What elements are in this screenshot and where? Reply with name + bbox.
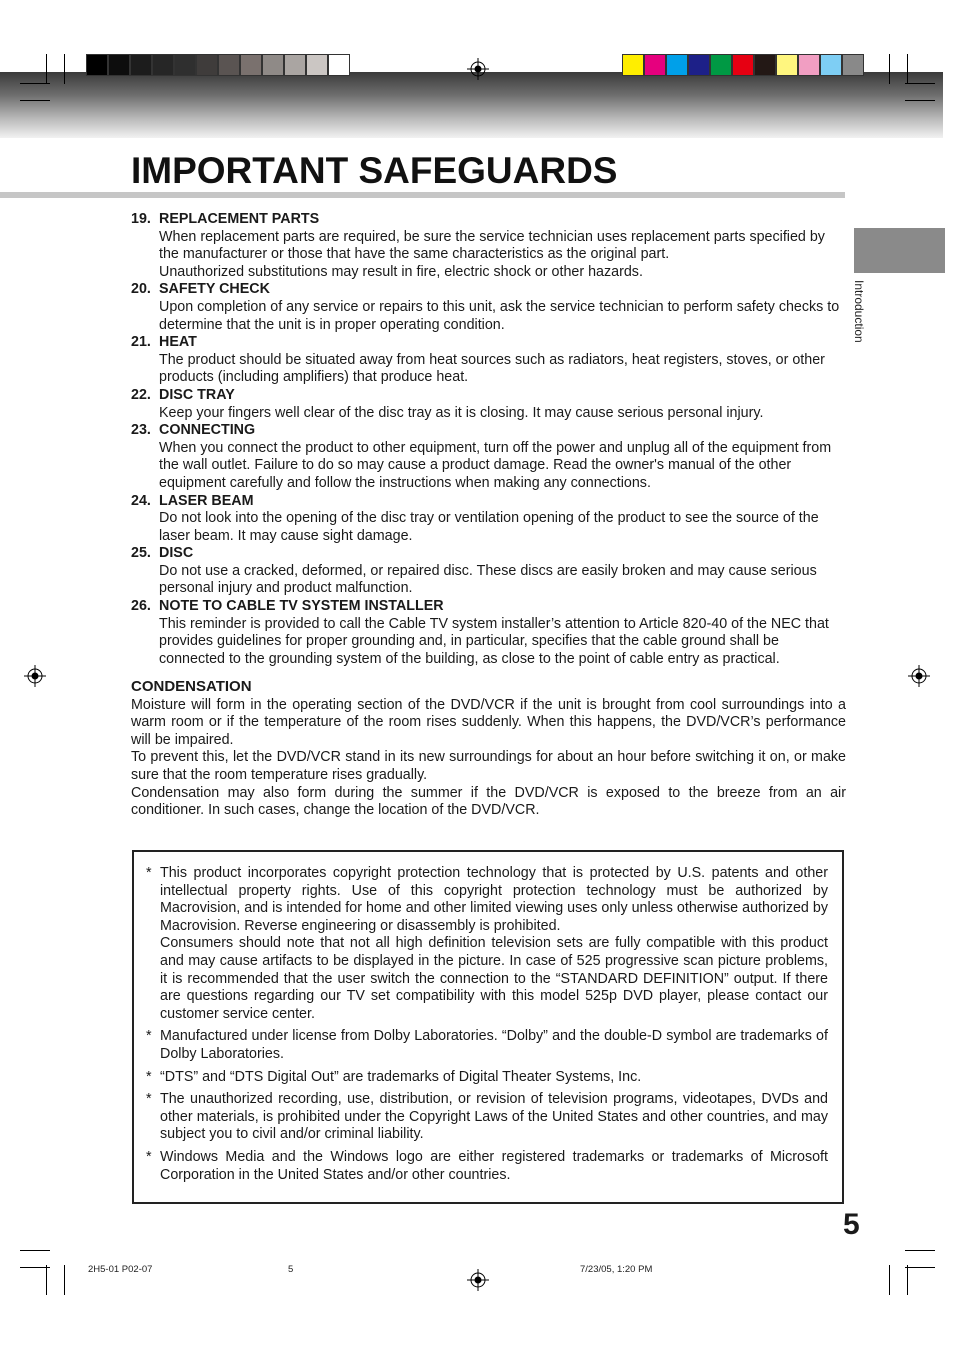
item-title: SAFETY CHECK xyxy=(159,281,270,298)
item-text: Do not look into the opening of the disc tray or ventilation opening of the product to see the source of the laser beam. It may cause sight damage. xyxy=(159,510,819,544)
item-number: 20. xyxy=(131,281,151,298)
notice-text xyxy=(160,865,828,1023)
color-swatch xyxy=(622,54,644,76)
safeguard-heading xyxy=(131,493,846,511)
notice-item xyxy=(146,1149,828,1184)
color-swatch xyxy=(108,54,130,76)
color-swatch xyxy=(130,54,152,76)
registration-mark-icon xyxy=(467,1269,489,1291)
item-text: Do not use a cracked, deformed, or repaired disc. These discs are easily broken and may cause serious personal injury and product malfunction. xyxy=(159,562,817,597)
color-swatch xyxy=(688,54,710,76)
color-swatch xyxy=(240,54,262,76)
registration-mark-icon xyxy=(908,665,930,687)
footer-timestamp: 7/23/05, 1:20 PM xyxy=(580,1264,653,1275)
color-swatch xyxy=(218,54,240,76)
color-swatch xyxy=(842,54,864,76)
footer-file-name: 2H5-01 P02-07 xyxy=(88,1264,153,1275)
item-title: DISC TRAY xyxy=(159,386,235,403)
header-gradient-band xyxy=(0,72,943,138)
color-swatch xyxy=(754,54,776,76)
item-number: 22. xyxy=(131,386,151,403)
safeguard-item xyxy=(131,422,846,492)
asterisk-marker: * xyxy=(146,1148,152,1165)
notice-item xyxy=(146,1069,828,1087)
condensation-paragraph: To prevent this, let the DVD/VCR stand in its new surroundings for about an hour before switching it on, or make sure that the room temperature rises gradually. xyxy=(131,749,846,783)
color-swatch xyxy=(644,54,666,76)
asterisk-marker: * xyxy=(146,865,152,881)
item-text: Upon completion of any service or repairs to this unit, ask the service technician to perform safety checks to determine that the unit is in proper operating condition. xyxy=(159,298,840,333)
safeguard-item xyxy=(131,387,846,422)
notice-text xyxy=(160,1028,828,1063)
notice-item xyxy=(146,865,828,1023)
title-underline xyxy=(0,192,845,198)
section-tab xyxy=(854,228,945,273)
page-number: 5 xyxy=(843,1208,860,1241)
color-swatch xyxy=(284,54,306,76)
item-number: 24. xyxy=(131,492,151,509)
item-number: 25. xyxy=(131,545,151,562)
notice-paragraph: Manufactured under license from Dolby Laboratories. “Dolby” and the double-D symbol are trademarks of Dolby Laboratories. xyxy=(160,1028,828,1062)
item-title: DISC xyxy=(159,545,194,562)
safeguard-item xyxy=(131,211,846,281)
safeguard-heading xyxy=(131,598,846,616)
registration-mark-icon xyxy=(24,665,46,687)
registration-mark-icon xyxy=(467,58,489,80)
notice-text xyxy=(160,1091,828,1144)
color-swatch xyxy=(776,54,798,76)
condensation-paragraph: Moisture will form in the operating section of the DVD/VCR if the unit is brought from cool surroundings into a warm room or if the temperature of the room rises suddenly. When this happens, the DVD/VCR’s performance will be impaired. xyxy=(131,696,846,748)
safeguard-heading xyxy=(131,387,846,405)
color-swatch xyxy=(152,54,174,76)
safeguard-heading xyxy=(131,211,846,229)
item-title: HEAT xyxy=(159,334,197,351)
safeguard-item xyxy=(131,545,846,598)
safeguard-item xyxy=(131,334,846,387)
notice-text xyxy=(160,1069,828,1087)
footer-page: 5 xyxy=(288,1264,294,1275)
color-swatch xyxy=(820,54,842,76)
notice-paragraph: Consumers should note that not all high definition television sets are fully compatible with this product and may cause artifacts to be displayed in the picture. In case of 525 progressive scan picture problems, it is recommended that the user switch the connection to the “STANDARD DEFINITION” output. If there are questions regarding our TV set compatibility with this model 525p DVD player, please contact our customer service center. xyxy=(160,935,828,1022)
safeguard-item xyxy=(131,598,846,668)
trademark-notice-box xyxy=(132,850,844,1204)
condensation-paragraph: Condensation may also form during the summer if the DVD/VCR is exposed to the breeze from an air conditioner. In such cases, change the location of the DVD/VCR. xyxy=(131,784,846,819)
page-title: IMPORTANT SAFEGUARDS xyxy=(131,150,618,191)
grayscale-color-bar xyxy=(86,54,350,76)
safeguard-list xyxy=(131,211,846,668)
item-text: Unauthorized substitutions may result in fire, electric shock or other hazards. xyxy=(159,263,643,280)
safeguard-heading xyxy=(131,545,846,563)
item-number: 23. xyxy=(131,422,151,439)
item-title: NOTE TO CABLE TV SYSTEM INSTALLER xyxy=(159,598,444,615)
condensation-section xyxy=(131,678,846,820)
notice-paragraph: “DTS” and “DTS Digital Out” are trademarks of Digital Theater Systems, Inc. xyxy=(160,1068,642,1085)
color-swatch xyxy=(86,54,108,76)
item-text: This reminder is provided to call the Cable TV system installer’s attention to Article 820-40 of the NEC that provides guidelines for proper grounding and, in particular, specifies that the cable ground shall be connected to the grounding system of the building, as close to the point of cable entry as practical. xyxy=(159,615,829,667)
safeguard-item xyxy=(131,281,846,334)
color-swatch xyxy=(666,54,688,76)
notice-item xyxy=(146,1028,828,1063)
color-swatch xyxy=(328,54,350,76)
notice-item xyxy=(146,1091,828,1144)
color-swatch xyxy=(710,54,732,76)
color-swatch xyxy=(262,54,284,76)
item-number: 26. xyxy=(131,598,151,615)
safeguard-heading xyxy=(131,281,846,299)
item-title: REPLACEMENT PARTS xyxy=(159,211,320,227)
notice-paragraph: Windows Media and the Windows logo are either registered trademarks or trademarks of Microsoft Corporation in the United States and/or other countries. xyxy=(160,1148,828,1183)
item-text: When you connect the product to other equipment, turn off the power and unplug all of the equipment from the wall outlet. Failure to do so may cause a product damage. Read the owner's manual of the other equipment carefully and follow the instructions when making any connections. xyxy=(159,439,832,491)
item-text: Keep your fingers well clear of the disc tray as it is closing. It may cause serious personal injury. xyxy=(159,404,764,421)
item-title: LASER BEAM xyxy=(159,492,254,509)
color-swatch xyxy=(306,54,328,76)
item-text: When replacement parts are required, be sure the service technician uses replacement parts specified by the manufacturer or those that have the same characteristics as the original part. xyxy=(159,228,825,263)
item-text: The product should be situated away from heat sources such as radiators, heat registers, stoves, or other products (including amplifiers) that produce heat. xyxy=(159,351,825,386)
asterisk-marker: * xyxy=(146,1091,152,1108)
safeguard-heading xyxy=(131,422,846,440)
notice-paragraph: This product incorporates copyright protection technology that is protected by U.S. patents and other intellectual property rights. Use of this copyright protection technology must be authorized by Macrovision, and is intended for home and other limited viewing uses only unless otherwise authorized by Macrovision. Reverse engineering or disassembly is prohibited. xyxy=(160,865,828,934)
item-title: CONNECTING xyxy=(159,422,256,439)
color-swatch xyxy=(196,54,218,76)
color-swatch xyxy=(732,54,754,76)
notice-text xyxy=(160,1149,828,1184)
item-number: 19. xyxy=(131,211,151,227)
section-label: Introduction xyxy=(852,280,866,343)
notice-paragraph: The unauthorized recording, use, distribution, or revision of television programs, videotapes, DVDs and other materials, is prohibited under the Copyright Laws of the United States and other countries, and may subject you to civil and/or criminal liability. xyxy=(160,1091,828,1143)
asterisk-marker: * xyxy=(146,1068,152,1085)
item-number: 21. xyxy=(131,334,151,351)
condensation-heading: CONDENSATION xyxy=(131,678,252,695)
color-swatch xyxy=(798,54,820,76)
asterisk-marker: * xyxy=(146,1028,152,1045)
color-swatch xyxy=(174,54,196,76)
safeguard-heading xyxy=(131,334,846,352)
process-color-bar xyxy=(622,54,864,76)
safeguard-item xyxy=(131,493,846,546)
